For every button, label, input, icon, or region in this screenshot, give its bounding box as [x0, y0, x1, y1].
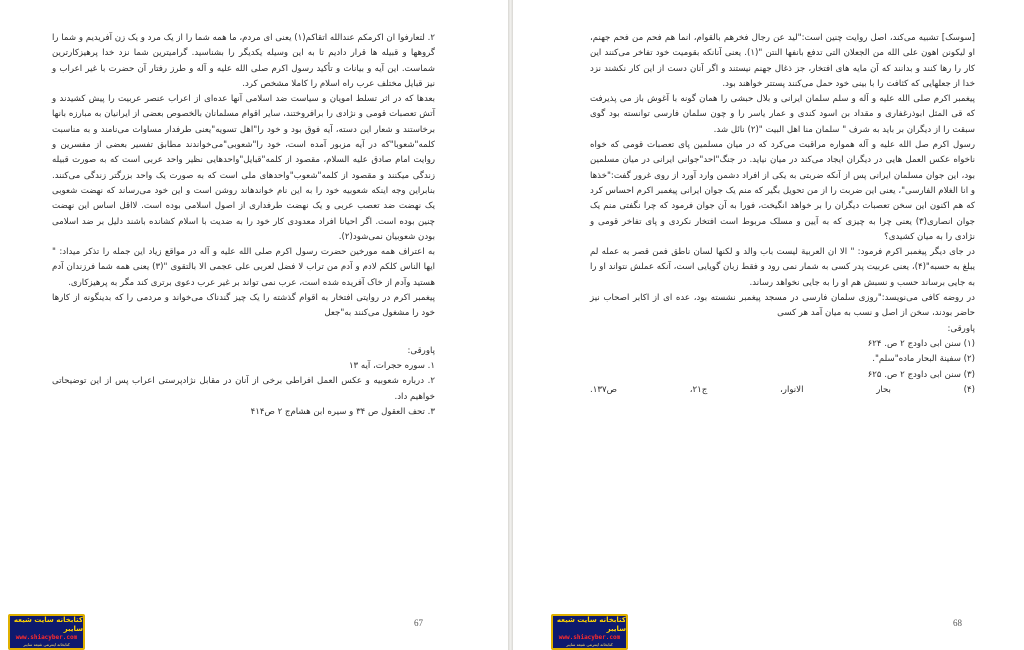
paragraph: به اعتراف همه مورخین حضرت رسول اکرم صلی الله علیه و آله در مواقع زیاد این جمله را تذکر میداد: " ایها الناس کلکم لادم و آدم من تراب لا فضل لعربی علی عجمی الا بالتقوی "(۳) یعنی همه شما فرزندان آدم هستید وآدم از خاک آفریده شده است، عرب نمی تواند بر غیر عرب دعوی برتری کند مگر به پرهیزکاری. — [52, 247, 435, 288]
footnote: ۳. تحف العقول ص ۳۴ و سیره ابن هشام‌ج ۲ ص۴۱۴ — [250, 406, 435, 417]
footnote-part: ص۱۳۷. — [590, 384, 617, 395]
page-number: 68 — [953, 618, 962, 628]
footnote: ۱. سوره حجرات، آیه ۱۳ — [348, 360, 435, 371]
logo-subtitle: کتابخانه اینترنتی شیعه سایبر — [23, 642, 70, 647]
footnote-part: الانوار، — [780, 384, 804, 395]
footnote: (۲) سفینة البحار ماده"سلم". — [872, 354, 975, 365]
paragraph: بعدها که در اثر تسلط امویان و سیاست ضد اسلامی آنها عده‌ای از اعراب عنصر عربیت را پیش کشیدند و آتش تعصبات قومی و نژادی را برافروختند، سایر اقوام مسلمانان بالخصوص بعضی از ایرانیان به مبارزه بانها برخاستند و شعار این دسته، آیه فوق بود و خود را"اهل تسویه"یعنی طرفدار مساوات می‌نامند و به مناسبت کلمه"شعوبا"که در آیه مزبور آمده است، خود را"شعوبی"می‌خواندند مطابق تفسیر بعضی از مفسرین و روایت امام صادق علیه السلام، مقصود از کلمه"قبایل"واحدهایی نظیر واحد عربی است که به صورت قبیله زندگی میکنند و مقصود از کلمه"شعوب"واحدهای ملی است که به صورت یک واحد بزرگتر زندگی می‌کنند. بنابراین وجه اینکه شعوبیه خود را به این نام خواندهاند روشن است و این خود می‌رساند که نهضت شعوبی یک نهضت ضد تعصب عربی و یک نهضت طرفداری از اصول اسلامی بوده است. لااقل اساس این نهضت چنین بوده است. اگر احیانا افراد معدودی کار خود را به ضدیت با اسلام کشانده باشند دلیل بر ضد اسلامی بودن شعوبیان نمی‌شود(۲). — [52, 94, 435, 242]
right-page — [513, 0, 1024, 650]
paragraph: [سوسک] تشبیه می‌کند، اصل روایت چنین است:"لید عن رجال فخرهم بالقوام، انما هم فحم من فحم جهنم، او لیکونن اهون علی الله من الجعلان التی تدفع بانفها النتن "(۱). یعنی آنانکه بقومیت خود تفاخر می‌کنند این کار را رها کنند و بدانند که آن مایه های افتخار، جز ذغال جهنم نیستند و اگر آنان دست از این کار نکشند نزد خدا از جعلهایی که کثافت را با بینی خود حمل می‌کنند پستتر خواهند بود. — [590, 33, 975, 89]
logo-url: www.shiacyber.com — [15, 634, 78, 641]
footnote-part: بحار — [876, 384, 891, 395]
footnote — [590, 383, 975, 398]
shiacyber-logo — [8, 614, 85, 650]
footnote-part: ج۲۱، — [689, 384, 708, 395]
logo-subtitle: کتابخانه اینترنتی شیعه سایبر — [566, 642, 613, 647]
footnote-heading: پاورقی: — [947, 323, 975, 334]
left-page — [0, 0, 508, 650]
footnote: ۲. درباره شعوبیه و عکس العمل افراطی برخی از آنان در مقابل نژادپرستی اعراب پس از این توضیحاتی خواهیم داد. — [52, 376, 435, 402]
shiacyber-logo — [551, 614, 628, 650]
paragraph: در روضه کافی می‌نویسد:"روزی سلمان فارسی در مسجد پیغمبر نشسته بود، عده ای از اکابر اصحاب نیز حاضر بودند، سخن از اصل و نسب به میان آمد هر کسی — [590, 293, 975, 319]
logo-title: کتابخانه سایت شیعه سایبر — [13, 616, 83, 633]
paragraph: پیغمبر اکرم در روایتی افتخار به اقوام گذشته را یک چیز گندناک می‌خواند و مردمی را که بدینگونه از کارها خود را مشغول می‌کنند به"جعل — [52, 293, 435, 319]
logo-url: www.shiacyber.com — [558, 634, 621, 641]
footnote: (۳) سنن ابی داودج ۲ ص. ۶۲۵ — [867, 369, 975, 380]
page-number: 67 — [414, 618, 423, 628]
footnote: (۱) سنن ابی داودج ۲ ص. ۶۲۴ — [867, 338, 975, 349]
right-page-body — [590, 31, 975, 398]
footnote-heading: پاورقی: — [407, 345, 435, 356]
paragraph: ۲. لتعارفوا ان اکرمکم عندالله اتقاکم(۱) یعنی ای مردم، ما همه شما را از یک مرد و یک زن آفریدیم و شما را گروهها و قبیله ها قرار دادیم تا به این وسیله یکدیگر را بشناسید. گرامیترین شما نزد خدا پرهیزکارترین شماست. این آیه و بیانات و تأکید رسول اکرم صلی الله علیه و آله و طرز رفتار آن حضرت با غیر اعراب و نیز قبایل مختلف عرب راه اسلام را کاملا مشخص کرد. — [52, 33, 435, 89]
paragraph: رسول اکرم صل الله علیه و آله همواره مراقبت می‌کرد که در میان مسلمین پای تعصبات قومی که خواه ناخواه عکس العمل هایی در دیگران ایجاد می‌کند در میان نیاید. در جنگ"احد"جوانی ایرانی در میان مسلمین بود، این جوان مسلمان ایرانی پس از آنکه ضربتی به یکی از افراد دشمن وارد آورد از روی غرور گفت:"خذها و انا الغلام الفارسی"، یعنی این ضربت را از من تحویل بگیر که منم یک جوان ایرانی پیغمبر اکرم احساس کرد که هم اکنون این سخن تعصبات دیگران را بر خواهد انگیخت، فورا به آن جوان فرمود که چرا نگفتی منم یک جوان انصاری(۳) یعنی چرا به چیزی که به آیین و مسلک مربوط است افتخار نکردی و پای تفاخر قومی و نژادی را به میان کشیدی؟ — [590, 140, 975, 242]
left-page-body — [52, 31, 435, 420]
logo-title: کتابخانه سایت شیعه سایبر — [556, 616, 626, 633]
paragraph: در جای دیگر پیغمبر اکرم فرمود: " الا ان العربیة لیست باب والد و لکنها لسان ناطق فمن قصر به عمله لم یبلغ به حسبه"(۴)، یعنی عربیت پدر کسی به شمار نمی رود و فقط زبان گویایی است، آنکه عملش نتواند او را به جایی برساند حسب و نسبش هم او را به جایی نخواهد رساند. — [590, 247, 975, 288]
paragraph: پیغمبر اکرم صلی الله علیه و آله و سلم سلمان ایرانی و بلال حبشی را همان گونه با آغوش باز می پذیرفت که قی المثل ابوذرغفاری و مقداد بن اسود کندی و عمار یاسر را و چون سلمان فارسی توانسته بود گوی سبقت را از دیگران بر باید به شرف " سلمان منا اهل البیت "(۲) نائل شد. — [590, 94, 975, 135]
footnote-number: (۴) — [963, 384, 975, 395]
